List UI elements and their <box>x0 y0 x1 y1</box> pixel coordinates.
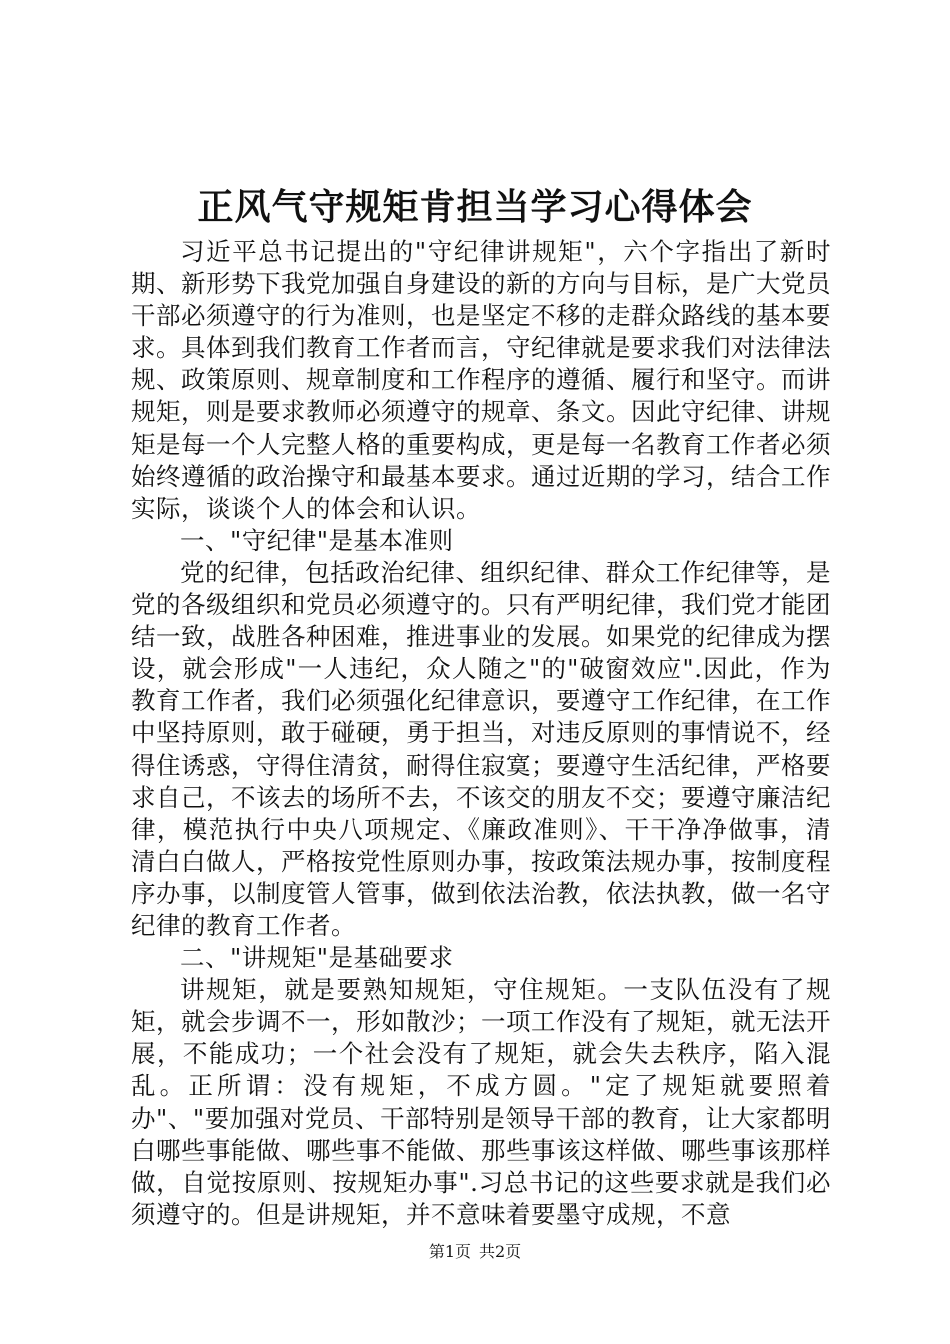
paragraph-rules: 讲规矩，就是要熟知规矩，守住规矩。一支队伍没有了规矩，就会步调不一，形如散沙；一项工作没有了规矩，就无法开展，不能成功；一个社会没有了规矩，就会失去秩序，陷入混乱。正所谓：没有规矩，不成方圆。"定了规矩就要照着办"、"要加强对党员、干部特别是领导干部的教育，让大家都明白哪些事能做、哪些事不能做、那些事该这样做、哪些事该那样做，自觉按原则、按规矩办事".习总书记的这些要求就是我们必须遵守的。但是讲规矩，并不意味着要墨守成规，不意 <box>131 975 831 1229</box>
paragraph-intro: 习近平总书记提出的"守纪律讲规矩"，六个字指出了新时期、新形势下我党加强自身建设的新的方向与目标，是广大党员干部必须遵守的行为准则，也是坚定不移的走群众路线的基本要求。具体到我们教育工作者而言，守纪律就是要求我们对法律法规、政策原则、规章制度和工作程序的遵循、履行和坚守。而讲规矩，则是要求教师必须遵守的规章、条文。因此守纪律、讲规矩是每一个人完整人格的重要构成，更是每一名教育工作者必须始终遵循的政治操守和最基本要求。通过近期的学习，结合工作实际，谈谈个人的体会和认识。 <box>131 237 831 523</box>
section-heading-discipline: 一、"守纪律"是基本准则 <box>180 525 454 555</box>
document-body <box>131 236 831 1231</box>
page-number: 第1页 <box>428 1242 471 1261</box>
paragraph-discipline: 党的纪律，包括政治纪律、组织纪律、群众工作纪律等，是党的各级组织和党员必须遵守的。只有严明纪律，我们党才能团结一致，战胜各种困难，推进事业的发展。如果党的纪律成为摆设，就会形成"一人违纪，众人随之"的"破窗效应".因此，作为教育工作者，我们必须强化纪律意识，要遵守工作纪律，在工作中坚持原则，敢于碰硬，勇于担当，对违反原则的事情说不，经得住诱惑，守得住清贫，耐得住寂寞；要遵守生活纪律，严格要求自己，不该去的场所不去，不该交的朋友不交；要遵守廉洁纪律，模范执行中央八项规定、《廉政准则》、干干净净做事，清清白白做人，严格按党性原则办事，按政策法规办事，按制度程序办事，以制度管人管事，做到依法治教，依法执教，做一名守纪律的教育工作者。 <box>131 557 831 940</box>
document-title: 正风气守规矩肯担当学习心得体会 <box>197 187 753 228</box>
section-heading-rules: 二、"讲规矩"是基础要求 <box>180 943 454 973</box>
page-footer <box>0 1241 950 1263</box>
page-total: 共2页 <box>479 1242 522 1261</box>
